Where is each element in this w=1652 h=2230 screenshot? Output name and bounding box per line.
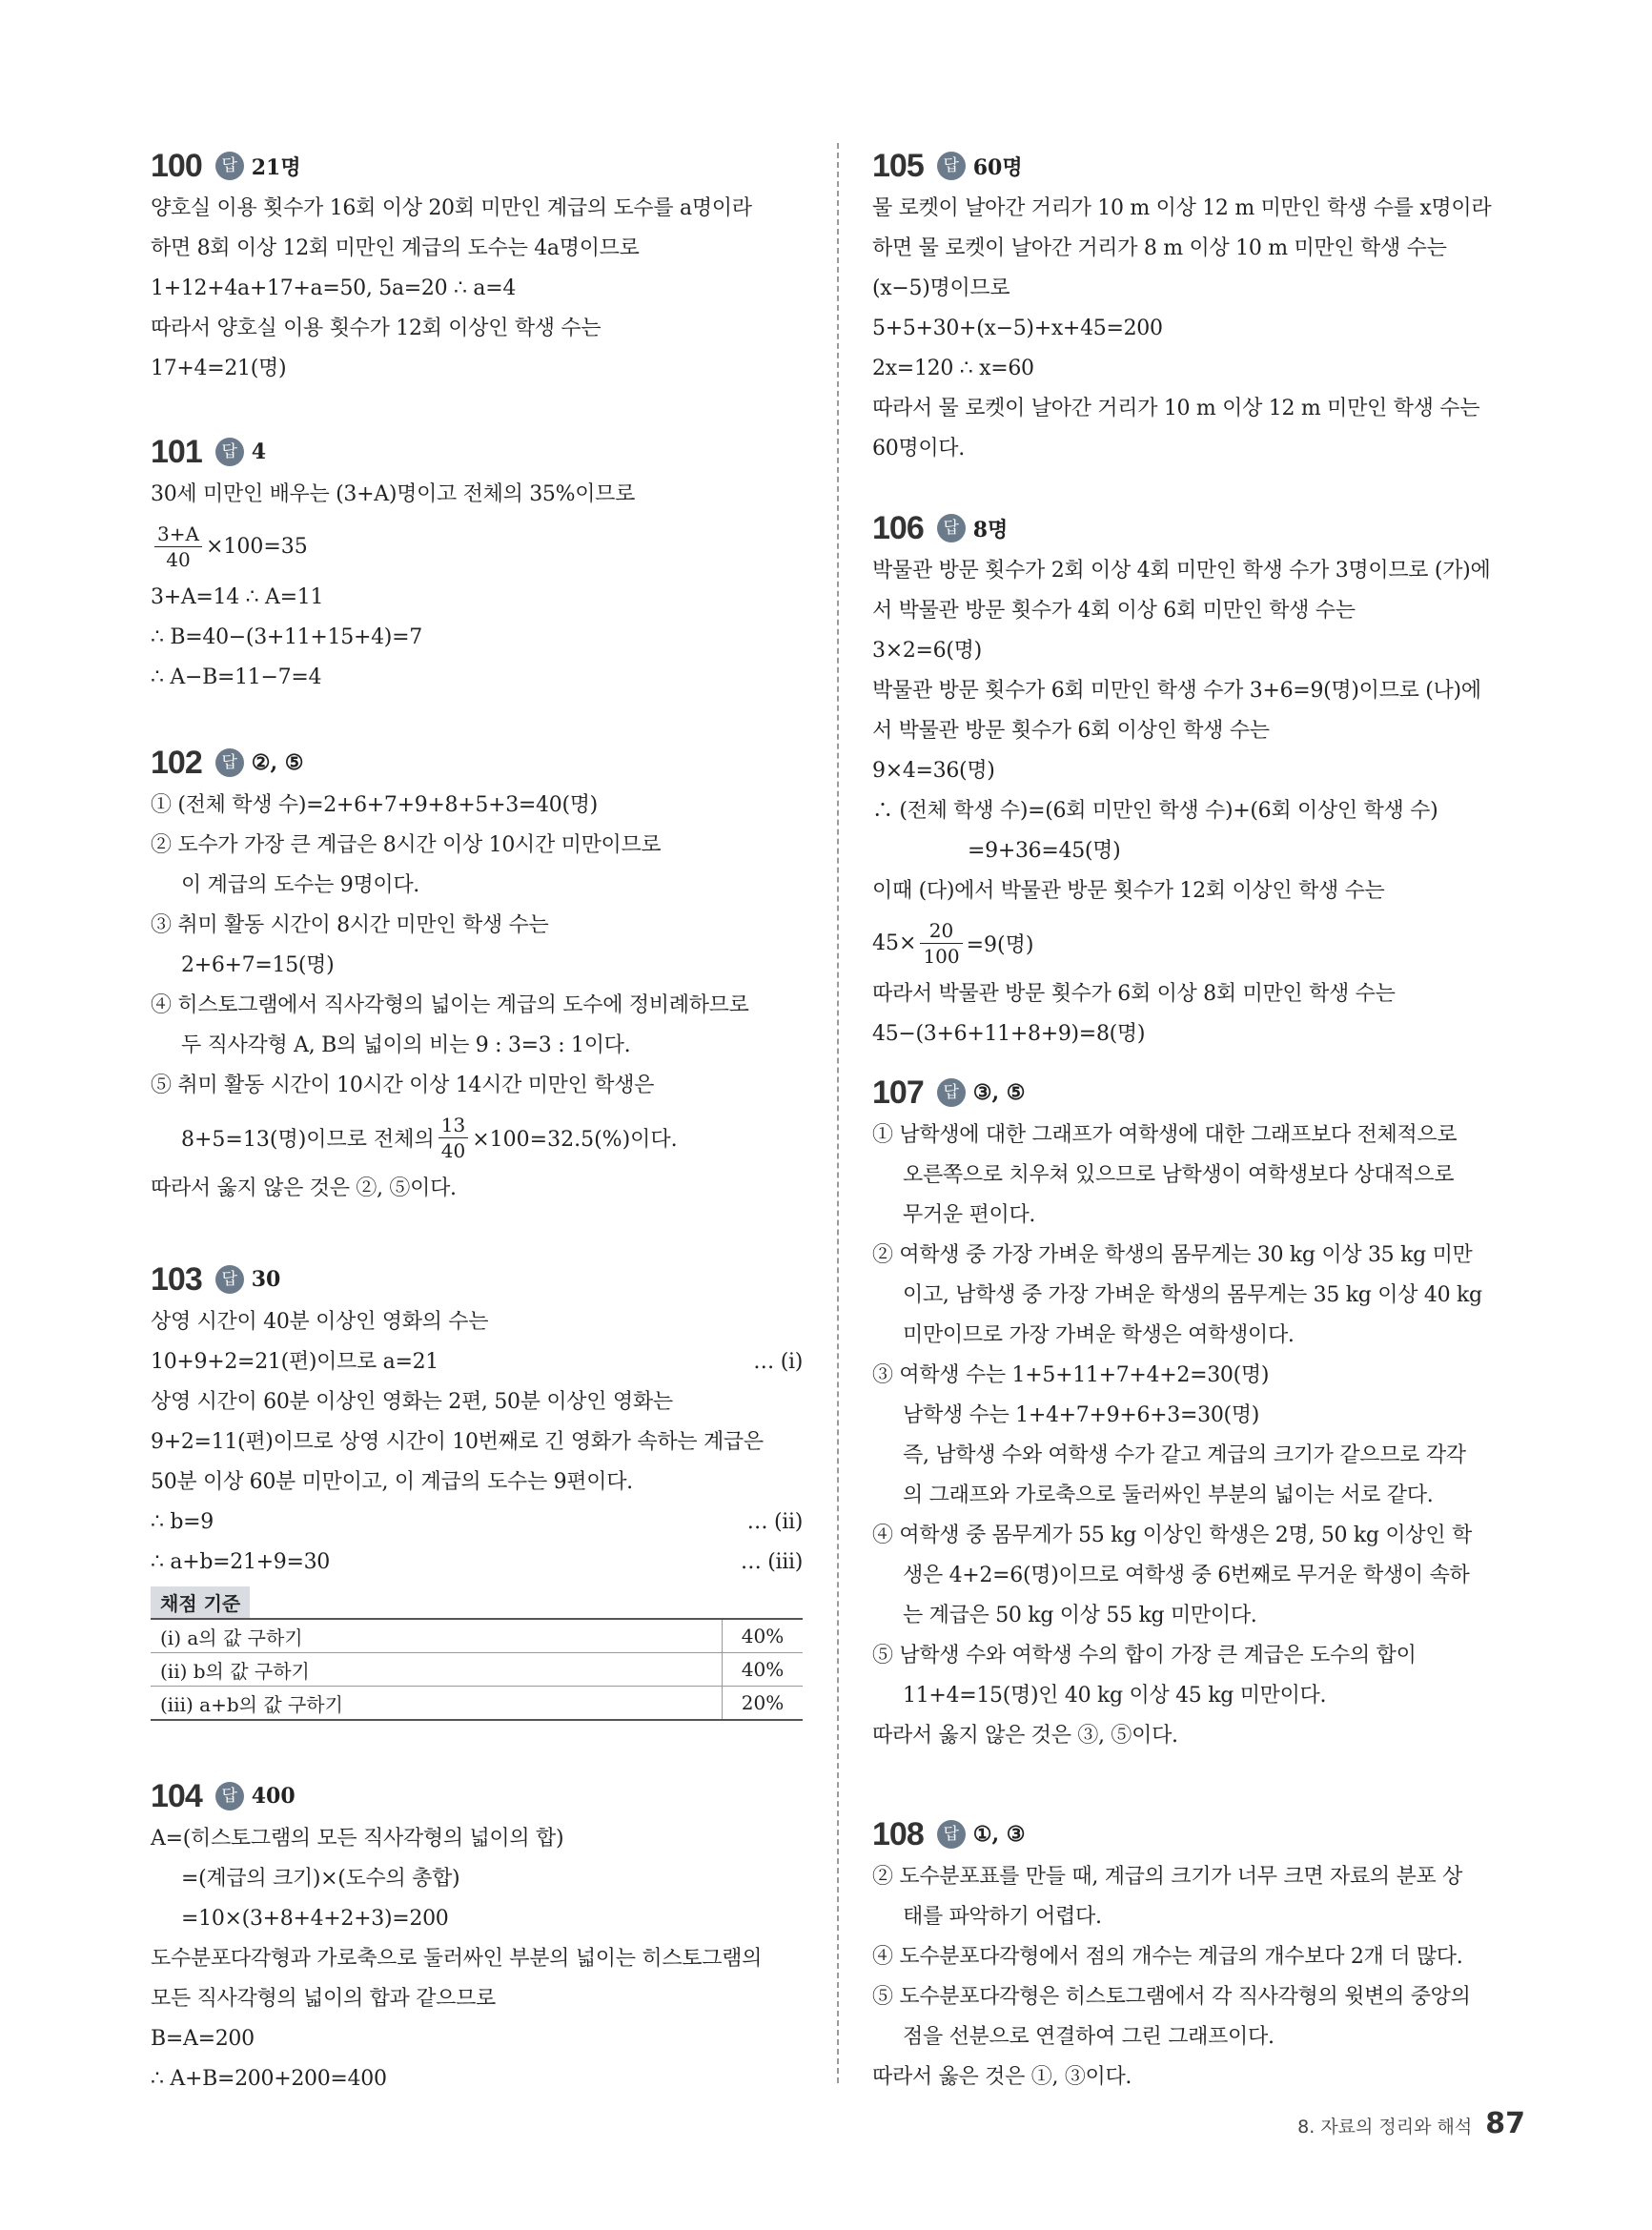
text-line: 미만이므로 가장 가벼운 학생은 여학생이다. [903, 1323, 1295, 1347]
text-line: 따라서 옳지 않은 것은 ②, ⑤이다. [151, 1176, 457, 1200]
problem-106 [872, 505, 1526, 1054]
fraction-line [872, 911, 1526, 974]
text-line: ② 도수가 가장 큰 계급은 8시간 이상 10시간 미만이므로 [151, 833, 662, 857]
criteria-title: 채점 기준 [151, 1586, 250, 1618]
text-line: 2x=120 ∴ x=60 [872, 357, 1034, 380]
answer-badge: 답 [937, 1820, 966, 1849]
table-row [151, 1687, 803, 1721]
text-line: 2+6+7=15(명) [181, 953, 335, 977]
text-line: ∴ (전체 학생 수)=(6회 미만인 학생 수)+(6회 이상인 학생 수) [872, 799, 1438, 823]
problem-number: 102 [151, 744, 202, 781]
fraction-rest: =9(명) [966, 932, 1034, 957]
criteria-percent: 40% [723, 1619, 804, 1653]
table-row [151, 1653, 803, 1687]
text-line: 상영 시간이 40분 이상인 영화의 수는 [151, 1310, 489, 1334]
text-line: 50분 이상 60분 미만이고, 이 계급의 도수는 9편이다. [151, 1470, 633, 1494]
answer: 60명 [972, 154, 1023, 180]
text-line: 는 계급은 50 kg 이상 55 kg 미만이다. [903, 1604, 1257, 1627]
problem-102 [151, 740, 803, 1209]
problem-105 [872, 143, 1526, 469]
text-line: 의 그래프와 가로축으로 둘러싸인 부분의 넓이는 서로 같다. [903, 1483, 1434, 1507]
text-line [151, 1543, 803, 1583]
answer-badge: 답 [215, 152, 244, 180]
text-line: 박물관 방문 횟수가 6회 미만인 학생 수가 3+6=9(명)이므로 (나)에 [872, 679, 1481, 703]
answer-badge: 답 [937, 152, 966, 180]
text-line: 따라서 옳은 것은 ①, ③이다. [872, 2065, 1132, 2089]
text-line: (x−5)명이므로 [872, 276, 1010, 300]
problem-101 [151, 429, 803, 698]
text-line: 서 박물관 방문 횟수가 6회 이상인 학생 수는 [872, 719, 1270, 743]
text-line: 하면 물 로켓이 날아간 거리가 8 m 이상 10 m 미만인 학생 수는 [872, 236, 1447, 260]
text-line: 따라서 옳지 않은 것은 ③, ⑤이다. [872, 1724, 1178, 1748]
page-footer [1268, 2107, 1525, 2140]
text-line: 따라서 박물관 방문 횟수가 6회 이상 8회 미만인 학생 수는 [872, 982, 1396, 1006]
text-line: ∴ A−B=11−7=4 [151, 665, 322, 689]
text-line: 도수분포다각형과 가로축으로 둘러싸인 부분의 넓이는 히스토그램의 [151, 1947, 763, 1971]
text-line: ② 도수분포표를 만들 때, 계급의 크기가 너무 크면 자료의 분포 상 [872, 1865, 1463, 1889]
text-line: =9+36=45(명) [968, 839, 1121, 863]
text-line: 45−(3+6+11+8+9)=8(명) [872, 1022, 1146, 1046]
text-line: ∴ A+B=200+200=400 [151, 2067, 387, 2091]
fraction-line [151, 515, 803, 578]
text-line: 두 직사각형 A, B의 넓이의 비는 9 : 3=3 : 1이다. [181, 1033, 631, 1057]
line-text: 10+9+2=21(편)이므로 a=21 [151, 1350, 438, 1374]
problem-number: 103 [151, 1260, 202, 1298]
problem-number: 106 [872, 509, 924, 546]
text-line: 11+4=15(명)인 40 kg 이상 45 kg 미만이다. [903, 1684, 1327, 1708]
text-line: ④ 도수분포다각형에서 점의 개수는 계급의 개수보다 2개 더 많다. [872, 1945, 1463, 1969]
criteria-percent: 40% [723, 1653, 804, 1687]
text-line: 이고, 남학생 중 가장 가벼운 학생의 몸무게는 35 kg 이상 40 kg [903, 1283, 1482, 1307]
text-line: 3×2=6(명) [872, 639, 982, 663]
answer: 400 [251, 1784, 296, 1809]
text-line: 박물관 방문 횟수가 2회 이상 4회 미만인 학생 수가 3명이므로 (가)에 [872, 559, 1491, 583]
answer: ②, ⑤ [251, 750, 304, 775]
answer-badge: 답 [215, 438, 244, 466]
text-line: 상영 시간이 60분 이상인 영화는 2편, 50분 이상인 영화는 [151, 1390, 673, 1414]
page-number: 87 [1485, 2107, 1525, 2140]
problem-number: 101 [151, 433, 202, 470]
text-line: =10×(3+8+4+2+3)=200 [181, 1907, 449, 1931]
text-line: 오른쪽으로 치우쳐 있으므로 남학생이 여학생보다 상대적으로 [903, 1163, 1455, 1187]
fraction-rest: ×100=35 [205, 534, 308, 559]
text-line: 물 로켓이 날아간 거리가 10 m 이상 12 m 미만인 학생 수를 x명이라 [872, 196, 1492, 220]
text-line: 모든 직사각형의 넓이의 합과 같으므로 [151, 1987, 497, 2011]
chapter-title: 8. 자료의 정리와 해석 [1297, 2117, 1473, 2138]
answer: 4 [251, 440, 267, 464]
denominator: 40 [166, 547, 191, 571]
text-line: ∴ B=40−(3+11+15+4)=7 [151, 625, 422, 649]
problem-number: 108 [872, 1815, 924, 1852]
problem-number: 107 [872, 1074, 924, 1111]
numerator: 13 [438, 1115, 468, 1138]
text-line: ② 여학생 중 가장 가벼운 학생의 몸무게는 30 kg 이상 35 kg 미만 [872, 1243, 1473, 1267]
text-line: 9+2=11(편)이므로 상영 시간이 10번째로 긴 영화가 속하는 계급은 [151, 1430, 764, 1454]
text-line: 9×4=36(명) [872, 759, 995, 783]
text-line: ⑤ 남학생 수와 여학생 수의 합이 가장 큰 계급은 도수의 합이 [872, 1644, 1417, 1667]
numerator: 20 [920, 921, 962, 944]
answer: 30 [251, 1267, 281, 1292]
text-line: 이때 (다)에서 박물관 방문 횟수가 12회 이상인 학생 수는 [872, 879, 1385, 903]
text-line: 양호실 이용 횟수가 16회 이상 20회 미만인 계급의 도수를 a명이라 [151, 196, 752, 220]
answer: 8명 [972, 517, 1009, 542]
text-line: 3+A=14 ∴ A=11 [151, 585, 324, 609]
answer: ③, ⑤ [972, 1080, 1026, 1105]
text-line: B=A=200 [151, 2027, 255, 2051]
criteria-percent: 20% [723, 1687, 804, 1721]
text-line: 5+5+30+(x−5)+x+45=200 [872, 317, 1163, 340]
text-line: 따라서 양호실 이용 횟수가 12회 이상인 학생 수는 [151, 317, 602, 340]
text-line: ⑤ 취미 활동 시간이 10시간 이상 14시간 미만인 학생은 [151, 1074, 655, 1097]
text-line [151, 1342, 803, 1382]
step-mark: … (i) [753, 1350, 803, 1374]
text-line: 이 계급의 도수는 9명이다. [181, 873, 419, 897]
criteria-label: (iii) a+b의 값 구하기 [151, 1687, 723, 1721]
problem-104 [151, 1773, 803, 2099]
text-line: ④ 여학생 중 몸무게가 55 kg 이상인 학생은 2명, 50 kg 이상인 학 [872, 1524, 1472, 1547]
text-line [151, 1503, 803, 1543]
answer-badge: 답 [215, 1782, 244, 1811]
text-line: 하면 8회 이상 12회 미만인 계급의 도수는 4a명이므로 [151, 236, 640, 260]
text-line: 서 박물관 방문 횟수가 4회 이상 6회 미만인 학생 수는 [872, 599, 1356, 623]
problem-100 [151, 143, 803, 389]
criteria-label: (ii) b의 값 구하기 [151, 1653, 723, 1687]
fraction [438, 1115, 468, 1160]
answer: ①, ③ [972, 1822, 1026, 1847]
text-line: 즉, 남학생 수와 여학생 수가 같고 계급의 크기가 같으므로 각각 [903, 1443, 1466, 1467]
text-line: 점을 선분으로 연결하여 그린 그래프이다. [903, 2025, 1275, 2049]
denominator: 100 [923, 944, 960, 968]
text-line: 태를 파악하기 어렵다. [903, 1905, 1102, 1929]
text-line: A=(히스토그램의 모든 직사각형의 넓이의 합) [151, 1827, 564, 1851]
text-line: ① 남학생에 대한 그래프가 여학생에 대한 그래프보다 전체적으로 [872, 1123, 1458, 1147]
problem-number: 104 [151, 1777, 202, 1814]
step-mark: … (ii) [746, 1510, 803, 1534]
denominator: 40 [440, 1138, 466, 1162]
fraction [154, 524, 202, 569]
column-divider [837, 143, 839, 2083]
text-line: 1+12+4a+17+a=50, 5a=20 ∴ a=4 [151, 276, 517, 300]
answer: 21명 [251, 154, 301, 180]
answer-badge: 답 [215, 1265, 244, 1294]
fraction [920, 918, 962, 968]
problem-107 [872, 1070, 1526, 1756]
step-mark: … (iii) [740, 1550, 803, 1574]
fraction-pre: 8+5=13(명)이므로 전체의 [181, 1127, 435, 1152]
text-line: =(계급의 크기)×(도수의 총합) [181, 1867, 460, 1891]
answer-badge: 답 [937, 514, 966, 542]
fraction-rest: ×100=32.5(%)이다. [472, 1127, 678, 1152]
text-line: ③ 여학생 수는 1+5+11+7+4+2=30(명) [872, 1363, 1270, 1387]
problem-103 [151, 1257, 803, 1721]
problem-108 [872, 1811, 1526, 2097]
criteria-label: (i) a의 값 구하기 [151, 1619, 723, 1653]
problem-number: 100 [151, 147, 202, 184]
text-line: ③ 취미 활동 시간이 8시간 미만인 학생 수는 [151, 913, 549, 937]
text-line: 무거운 편이다. [903, 1203, 1036, 1227]
text-line: 남학생 수는 1+4+7+9+6+3=30(명) [903, 1403, 1260, 1427]
criteria-table [151, 1618, 803, 1721]
answer-badge: 답 [937, 1078, 966, 1107]
text-line: ④ 히스토그램에서 직사각형의 넓이는 계급의 도수에 정비례하므로 [151, 993, 749, 1017]
text-line: 생은 4+2=6(명)이므로 여학생 중 6번째로 무거운 학생이 속하 [903, 1564, 1470, 1587]
line-text: ∴ a+b=21+9=30 [151, 1550, 331, 1574]
text-line: ① (전체 학생 수)=2+6+7+9+8+5+3=40(명) [151, 793, 598, 817]
answer-badge: 답 [215, 748, 244, 777]
text-line: 30세 미만인 배우는 (3+A)명이고 전체의 35%이므로 [151, 482, 636, 506]
fraction-line [151, 1106, 803, 1169]
text-line: 17+4=21(명) [151, 357, 287, 380]
text-line: 60명이다. [872, 437, 965, 460]
text-line: 따라서 물 로켓이 날아간 거리가 10 m 이상 12 m 미만인 학생 수는 [872, 397, 1480, 420]
line-text: ∴ b=9 [151, 1510, 214, 1534]
numerator: 3+A [154, 524, 202, 547]
text-line: ⑤ 도수분포다각형은 히스토그램에서 각 직사각형의 윗변의 중앙의 [872, 1985, 1471, 2009]
problem-number: 105 [872, 147, 924, 184]
table-row [151, 1619, 803, 1653]
fraction-pre: 45× [872, 931, 917, 955]
